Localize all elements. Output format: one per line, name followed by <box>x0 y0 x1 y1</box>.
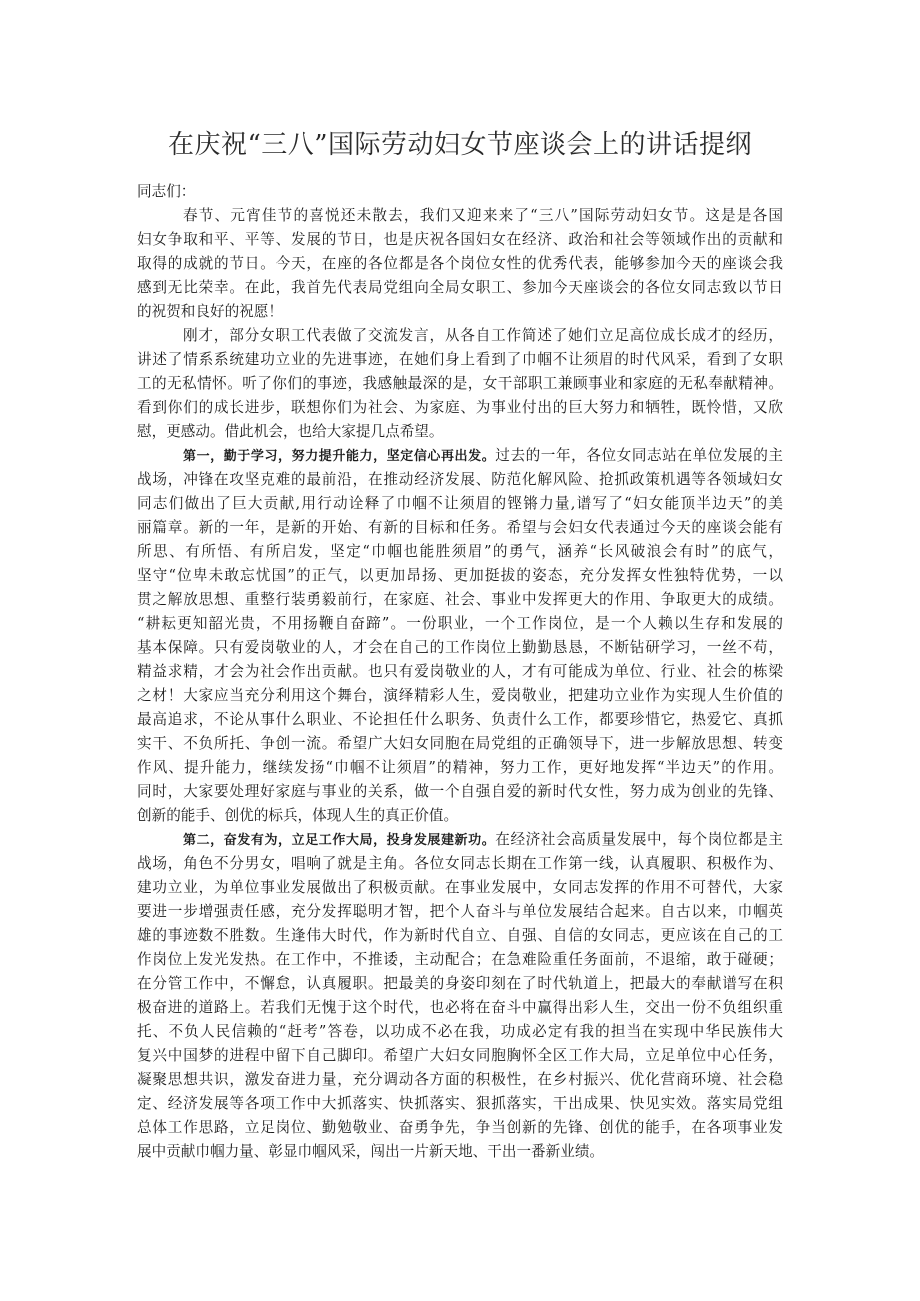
paragraph-line: 看到你们的成长进步，联想你们为社会、为家庭、为事业付出的巨大努力和牺牲，既怜惜，又欣 <box>137 399 783 416</box>
paragraph-line: 贯之解放思想、重整行装勇毅前行，在家庭、社会、事业中发挥更大的作用、争取更大的成绩。 <box>137 591 783 608</box>
paragraph-line: 精益求精，才会为社会作出贡献。也只有爱岗敬业的人，才有可能成为单位、行业、社会的栋梁 <box>137 663 783 680</box>
paragraph-line: 极奋进的道路上。若我们无愧于这个时代，也必将在奋斗中赢得出彩人生，交出一份不负组织重 <box>137 999 783 1016</box>
paragraph-line: 实干、不负所托、争创一流。希望广大妇女同胞在局党组的正确领导下，进一步解放思想、转变 <box>137 735 783 752</box>
paragraph-line: 讲述了情系系统建功立业的先进事迹，在她们身上看到了巾帼不让须眉的时代风采，看到了女职 <box>137 351 783 368</box>
paragraph-line: 的祝贺和良好的祝愿！ <box>137 303 283 320</box>
section-heading: 第一，勤于学习，努力提升能力，坚定信心再出发。 <box>183 449 496 464</box>
paragraph-line: 托、不负人民信赖的“赶考”答卷，以功成不必在我，功成必定有我的担当在实现中华民族伟大 <box>137 1023 783 1040</box>
paragraph-line: 要进一步增强责任感，充分发挥聪明才智，把个人奋斗与单位发展结合起来。自古以来，巾帼英 <box>137 903 783 920</box>
paragraph-line: 同志们做出了巨大贡献,用行动诠释了巾帼不让须眉的铿锵力量,谱写了“妇女能顶半边天”的美 <box>137 495 783 512</box>
paragraph-line: 展中贡献巾帼力量、彰显巾帼风采，闯出一片新天地、干出一番新业绩。 <box>137 1143 605 1160</box>
paragraph-line: “耕耘更知韶光贵，不用扬鞭自奋蹄”。一份职业，一个工作岗位，是一个人赖以生存和发展的 <box>137 615 783 632</box>
paragraph-line: 复兴中国梦的进程中留下自己脚印。希望广大妇女同胞胸怀全区工作大局，立足单位中心任务， <box>137 1047 783 1064</box>
paragraph-line <box>137 444 783 468</box>
paragraph-line: 同时，大家要处理好家庭与事业的关系，做一个自强自爱的新时代女性，努力成为创业的先锋、 <box>137 783 783 800</box>
paragraph-line: 定、经济发展等各项工作中大抓落实、快抓落实、狠抓落实，干出成果、快见实效。落实局党组 <box>137 1095 783 1112</box>
paragraph-line: 感到无比荣幸。在此，我首先代表局党组向全局女职工、参加今天座谈会的各位女同志致以节日 <box>137 279 783 296</box>
paragraph-line: 创新的能手、创优的标兵，体现人生的真正价值。 <box>137 807 459 824</box>
section-heading: 第二，奋发有为，立足工作大局，投身发展建新功。 <box>183 833 496 848</box>
paragraph-line: 妇女争取和平、平等、发展的节日，也是庆祝各国妇女在经济、政治和社会等领域作出的贡献和 <box>137 231 783 248</box>
paragraph-2 <box>137 324 783 444</box>
paragraph-line: 建功立业，为单位事业发展做出了积极贡献。在事业发展中，女同志发挥的作用不可替代，大家 <box>137 879 783 896</box>
document-body <box>137 180 783 1164</box>
paragraph-line: 战场，角色不分男女，唱响了就是主角。各位女同志长期在工作第一线，认真履职、积极作为、 <box>137 855 783 872</box>
paragraph-line: 工的无私情怀。听了你们的事迹，我感触最深的是，女干部职工兼顾事业和家庭的无私奉献精神。 <box>137 375 783 392</box>
paragraph-line: 凝聚思想共识，激发奋进力量，充分调动各方面的积极性，在乡村振兴、优化营商环境、社会稳 <box>137 1071 783 1088</box>
paragraph-line: 作岗位上发光发热。在工作中，不推诿，主动配合；在急难险重任务面前，不退缩，敢于碰硬； <box>137 951 783 968</box>
paragraph-line: 春节、元宵佳节的喜悦还未散去，我们又迎来来了“三八”国际劳动妇女节。这是是各国 <box>183 207 783 224</box>
paragraph-line: 慰，更感动。借此机会，也给大家提几点希望。 <box>137 423 444 440</box>
paragraph-line: 总体工作思路，立足岗位、勤勉敬业、奋勇争先，争当创新的先锋、创优的能手，在各项事业发 <box>137 1119 783 1136</box>
paragraph-line: 在分管工作中，不懈怠，认真履职。把最美的身姿印刻在了时代轨道上，把最大的奉献谱写在积 <box>137 975 783 992</box>
paragraph-line: 取得的成就的节日。今天，在座的各位都是各个岗位女性的优秀代表，能够参加今天的座谈会我 <box>137 255 783 272</box>
paragraph-line: 基本保障。只有爱岗敬业的人，才会在自己的工作岗位上勤勤恳恳，不断钻研学习，一丝不苟， <box>137 639 783 656</box>
paragraph-line: 刚才，部分女职工代表做了交流发言，从各自工作简述了她们立足高位成长成才的经历， <box>183 327 783 344</box>
paragraph-line: 丽篇章。新的一年，是新的开始、有新的目标和任务。希望与会妇女代表通过今天的座谈会能有 <box>137 519 783 536</box>
paragraph-text: 过去的一年，各位女同志站在单位发展的主 <box>495 447 783 464</box>
paragraph-line: 坚守“位卑未敢忘忧国”的正气，以更加昂扬、更加挺拔的姿态，充分发挥女性独特优势，一以 <box>137 567 783 584</box>
paragraph-line: 战场，冲锋在攻坚克难的最前沿，在推动经济发展、防范化解风险、抢抓政策机遇等各领域妇女 <box>137 471 783 488</box>
paragraph-line: 所思、有所悟、有所启发，坚定“巾帼也能胜须眉”的勇气，涵养“长风破浪会有时”的底气， <box>137 543 783 560</box>
paragraph-section-2 <box>137 828 783 1164</box>
document-title: 在庆祝“三八”国际劳动妇女节座谈会上的讲话提纲 <box>167 130 753 160</box>
paragraph-line: 作风、提升能力，继续发扬“巾帼不让须眉”的精神，努力工作，更好地发挥“半边天”的作用。 <box>137 759 783 776</box>
paragraph-line <box>137 828 783 852</box>
paragraph-line: 雄的事迹数不胜数。生逢伟大时代，作为新时代自立、自强、自信的女同志，更应该在自己的工 <box>137 927 783 944</box>
paragraph-section-1 <box>137 444 783 828</box>
paragraph-1 <box>137 204 783 324</box>
paragraph-text: 在经济社会高质量发展中，每个岗位都是主 <box>495 831 783 848</box>
salutation: 同志们： <box>137 183 196 200</box>
paragraph-line: 之材！大家应当充分利用这个舞台，演绎精彩人生，爱岗敬业，把建功立业作为实现人生价值的 <box>137 687 783 704</box>
paragraph-line: 最高追求，不论从事什么职业、不论担任什么职务、负责什么工作，都要珍惜它，热爱它、真抓 <box>137 711 783 728</box>
